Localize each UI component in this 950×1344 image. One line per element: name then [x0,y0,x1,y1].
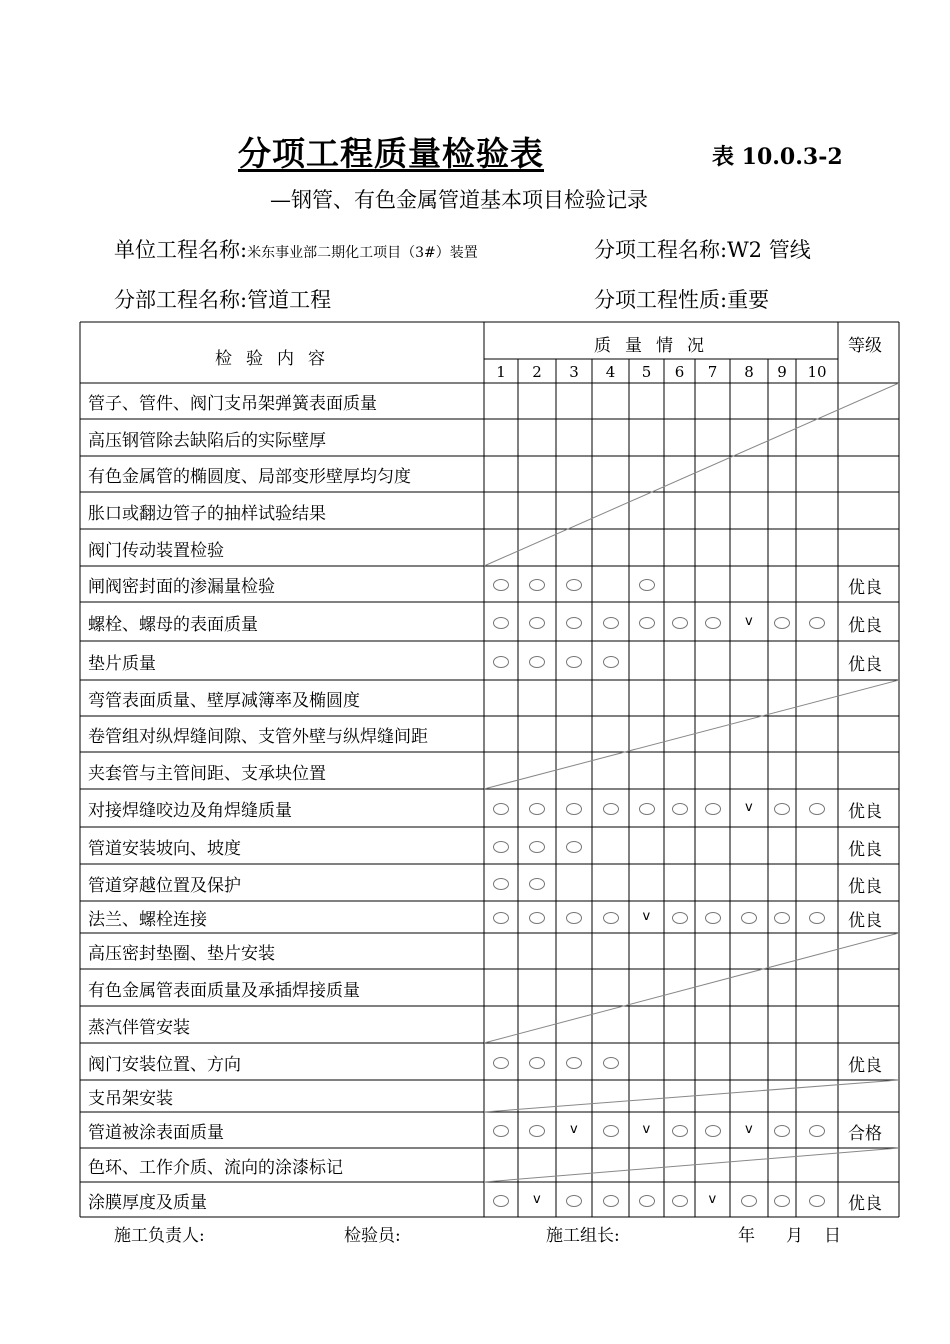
point-number: 4 [605,363,616,381]
point-number: 2 [532,363,542,381]
inspection-item: 管道安装坡向、坡度 [88,838,241,859]
point-number: 6 [674,363,685,381]
check-mark-v: v [745,1122,753,1137]
pass-mark-circle [566,803,582,815]
grade-value: 优良 [848,839,882,860]
pass-mark-circle [639,803,655,815]
footer-inspector: 检验员: [344,1226,401,1246]
grade-value: 优良 [848,615,882,636]
grade-value: 优良 [848,1193,882,1214]
pass-mark-circle [741,1195,757,1207]
pass-mark-circle [705,617,721,629]
footer-year: 年 [738,1226,755,1246]
form-code: 表 10.0.3-2 [712,144,843,170]
inspection-item: 高压钢管除去缺陷后的实际壁厚 [88,430,326,451]
item-value: W2 管线 [727,238,811,262]
pass-mark-circle [493,617,509,629]
pass-mark-circle [741,912,757,924]
check-mark-v: v [642,909,651,924]
pass-mark-circle [529,803,545,815]
inspection-item: 夹套管与主管间距、支承块位置 [88,763,326,784]
inspection-item: 涂膜厚度及质量 [88,1192,207,1213]
pass-mark-circle [566,656,582,668]
pass-mark-circle [603,1195,619,1207]
diagonal-strike [484,680,899,789]
item-label: 分项工程名称: [594,238,728,262]
grade-value: 优良 [848,1055,882,1076]
form-title: 分项工程质量检验表 [238,134,544,173]
pass-mark-circle [529,656,545,668]
pass-mark-circle [603,912,619,924]
pass-mark-circle [639,579,655,591]
inspection-item: 垫片质量 [88,653,156,674]
inspection-item: 弯管表面质量、壁厚减簿率及椭圆度 [88,691,360,711]
pass-mark-circle [529,841,545,853]
pass-mark-circle [603,1057,619,1069]
pass-mark-circle [639,1195,655,1207]
pass-mark-circle [493,841,509,853]
diagonal-strike [484,1080,899,1112]
unit-value: 米东事业部二期化工项目（3#）装置 [247,245,478,261]
pass-mark-circle [566,841,582,853]
inspection-item: 卷管组对纵焊缝间隙、支管外壁与纵焊缝间距 [88,727,428,747]
inspection-item: 法兰、螺栓连接 [88,910,207,930]
pass-mark-circle [566,912,582,924]
pass-mark-circle [529,579,545,591]
point-number: 1 [496,363,506,381]
pass-mark-circle [809,617,825,629]
pass-mark-circle [705,803,721,815]
check-mark-v: v [708,1191,717,1207]
pass-mark-circle [566,1057,582,1069]
pass-mark-circle [774,1195,790,1207]
check-mark-v: v [642,1122,651,1137]
check-mark-v: v [570,1122,578,1137]
pass-mark-circle [493,878,509,890]
pass-mark-circle [493,656,509,668]
inspection-item: 螺栓、螺母的表面质量 [88,614,258,635]
pass-mark-circle [672,1125,688,1137]
inspection-item: 有色金属管的椭圆度、局部变形壁厚均匀度 [88,467,411,487]
pass-mark-circle [529,617,545,629]
check-mark-v: v [533,1191,541,1207]
pass-mark-circle [603,1125,619,1137]
pass-mark-circle [809,1195,825,1207]
point-number: 10 [807,363,827,381]
inspection-item: 对接焊缝咬边及角焊缝质量 [88,801,292,821]
pass-mark-circle [774,912,790,924]
pass-mark-circle [529,912,545,924]
pass-mark-circle [493,1125,509,1137]
col-grade-header: 等级 [848,336,882,356]
pass-mark-circle [566,1195,582,1207]
point-number: 3 [569,363,579,381]
inspection-item: 管子、管件、阀门支吊架弹簧表面质量 [88,394,377,414]
grade-value: 优良 [848,654,882,675]
inspection-item: 闸阀密封面的渗漏量检验 [88,577,275,597]
point-number: 8 [744,363,754,381]
footer-day: 日 [824,1226,841,1246]
inspection-item: 管道被涂表面质量 [88,1123,224,1143]
inspection-item: 胀口或翻边管子的抽样试验结果 [88,503,326,524]
grade-value: 合格 [848,1124,882,1144]
check-mark-v: v [745,613,753,629]
footer-team-lead: 施工组长: [546,1226,620,1246]
point-number: 7 [707,363,718,381]
check-mark-v: v [745,800,753,815]
inspection-item: 阀门传动装置检验 [88,540,224,561]
diagonal-strike [484,933,899,1043]
point-number: 9 [777,363,787,381]
pass-mark-circle [809,1125,825,1137]
col-quality-header: 质量情况 [594,336,718,356]
inspection-item: 高压密封垫圈、垫片安装 [88,944,275,964]
pass-mark-circle [672,617,688,629]
inspection-item: 支吊架安装 [88,1089,173,1109]
pass-mark-circle [672,912,688,924]
nature-label: 分项工程性质: [594,288,728,312]
pass-mark-circle [493,579,509,591]
grade-value: 优良 [848,911,882,931]
pass-mark-circle [774,617,790,629]
pass-mark-circle [529,1057,545,1069]
inspection-item: 管道穿越位置及保护 [88,875,241,896]
pass-mark-circle [529,1125,545,1137]
pass-mark-circle [774,803,790,815]
unit-label: 单位工程名称: [114,238,248,262]
pass-mark-circle [705,912,721,924]
pass-mark-circle [603,617,619,629]
grade-value: 优良 [848,876,882,897]
inspection-item: 阀门安装位置、方向 [88,1054,241,1075]
pass-mark-circle [705,1125,721,1137]
pass-mark-circle [603,656,619,668]
part-label: 分部工程名称: [114,288,248,312]
pass-mark-circle [809,803,825,815]
nature-value: 重要 [727,288,770,312]
pass-mark-circle [493,912,509,924]
part-value: 管道工程 [247,288,332,312]
pass-mark-circle [493,1195,509,1207]
col-content-header: 检验内容 [215,349,339,369]
pass-mark-circle [672,803,688,815]
pass-mark-circle [603,803,619,815]
pass-mark-circle [809,912,825,924]
pass-mark-circle [566,617,582,629]
footer-month: 月 [786,1226,803,1246]
inspection-item: 有色金属管表面质量及承插焊接质量 [88,980,360,1001]
point-number: 5 [641,363,652,381]
pass-mark-circle [493,1057,509,1069]
inspection-item: 蒸汽伴管安装 [88,1017,190,1038]
diagonal-strike [484,1148,899,1182]
grade-value: 优良 [848,578,882,598]
footer-lead: 施工负责人: [114,1226,205,1246]
pass-mark-circle [529,878,545,890]
pass-mark-circle [774,1125,790,1137]
diagonal-strike [484,383,899,566]
pass-mark-circle [493,803,509,815]
inspection-item: 色环、工作介质、流向的涂漆标记 [88,1158,343,1178]
pass-mark-circle [566,579,582,591]
pass-mark-circle [639,617,655,629]
form-subtitle: —钢管、有色金属管道基本项目检验记录 [270,188,648,212]
grade-value: 优良 [848,802,882,822]
pass-mark-circle [672,1195,688,1207]
